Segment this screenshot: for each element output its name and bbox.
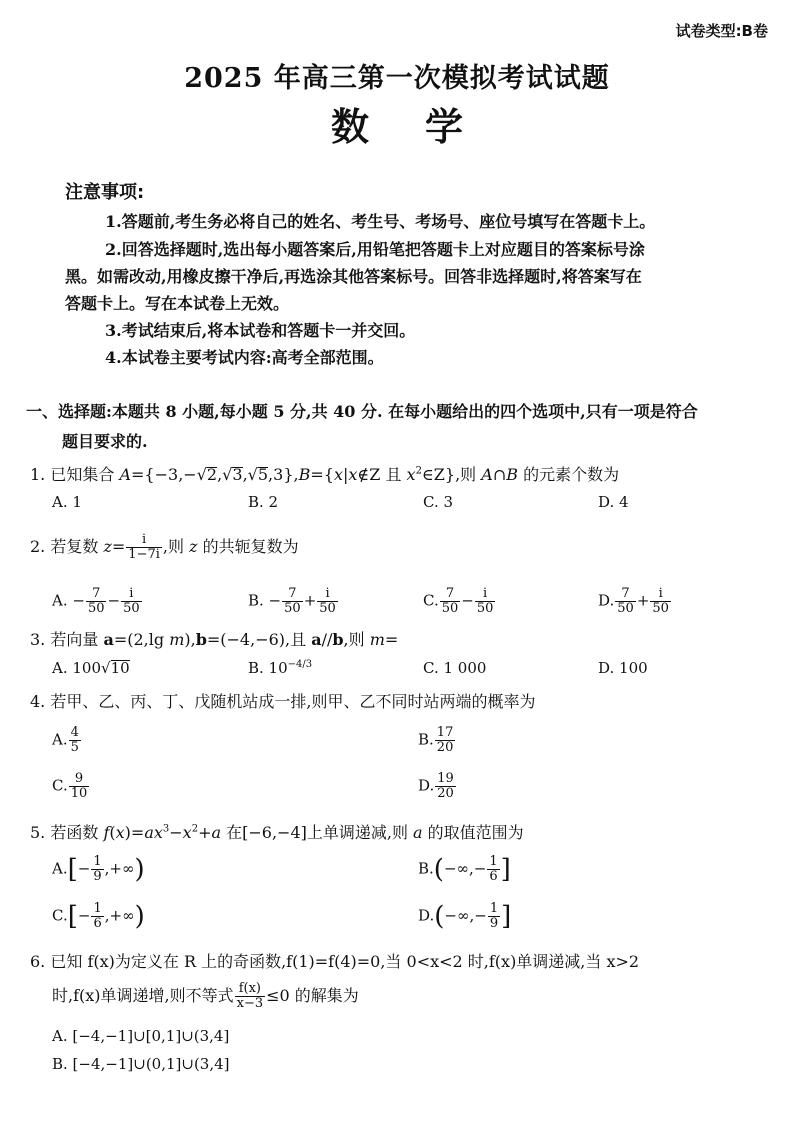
question-6-option-a: A. [−4,−1]∪[0,1]∪(3,4]: [52, 1027, 230, 1045]
notice-item-4: 4.本试卷主要考试内容:高考全部范围。: [105, 348, 384, 367]
question-5-option-d: D.(−∞,− $\frac{1}{9}$ ]: [418, 901, 512, 932]
subject-title: 数学: [330, 104, 519, 149]
fraction: $\frac{f(x)}{x-3}$: [236, 981, 264, 1011]
question-5-stem: 5. 若函数 $f(x)=ax^3-x^2+a$ 在[−6,−4]上单调递减,则 a 的取值范围为: [30, 823, 524, 842]
question-2-stem: 2. 若复数 z= $\frac{i}{1-7i}$ ,则 z 的共轭复数为: [30, 532, 299, 562]
notice-item-2-line-3: 答题卡上。写在本试卷上无效。: [65, 294, 290, 313]
question-2-option-d: D. $\frac{7}{50}$ + $\frac{i}{50}$: [598, 586, 669, 616]
question-1-option-a: A. 1: [52, 493, 82, 511]
notice-heading: 注意事项:: [65, 182, 145, 203]
question-1-stem: 1. 已知集合 A={−3,−√2,√3,√5,3},B={x|x∉Z 且 $x^2\in Z$},则 A∩B 的元素个数为: [30, 465, 620, 484]
notice-item-2-line-2: 黑。如需改动,用橡皮擦干净后,再选涂其他答案标号。回答非选择题时,将答案写在: [65, 267, 642, 286]
question-4-option-a: A. $\frac{4}{5}$: [52, 725, 79, 755]
question-3-stem: 3. 若向量 a=(2,lg m),b=(−4,−6),且 a//b,则 m=: [30, 630, 399, 649]
fraction: $\frac{i}{1-7i}$: [128, 532, 160, 562]
question-4-stem: 4. 若甲、乙、丙、丁、戊随机站成一排,则甲、乙不同时站两端的概率为: [30, 692, 536, 711]
question-1-option-c: C. 3: [423, 493, 454, 511]
question-3-option-a: A. 100√10: [52, 659, 130, 677]
section-1-heading-line-1: 一、选择题:本题共 8 小题,每小题 5 分,共 40 分. 在每小题给出的四个选项中,只有一项是符合: [26, 402, 698, 421]
question-3-option-c: C. 1 000: [423, 659, 487, 677]
question-3-option-b: B. $10^{-4/3}$: [248, 659, 313, 677]
question-5-option-c: C.[− $\frac{1}{6}$ ,+∞): [52, 901, 145, 932]
question-2-option-a: A. − $\frac{7}{50}$ − $\frac{i}{50}$: [52, 586, 140, 616]
question-6-stem-line-1: 6. 已知 f(x)为定义在 R 上的奇函数,f(1)=f(4)=0,当 0<x<2 时,f(x)单调递减,当 x>2: [30, 952, 640, 971]
question-4-option-c: C. $\frac{9}{10}$: [52, 771, 88, 801]
question-2-option-c: C. $\frac{7}{50}$ − $\frac{i}{50}$: [423, 586, 494, 616]
question-3-option-d: D. 100: [598, 659, 648, 677]
question-5-option-b: B.(−∞,− $\frac{1}{6}$ ]: [418, 854, 511, 885]
paper-type-label: 试卷类型:B卷: [675, 22, 768, 40]
question-2-option-b: B. − $\frac{7}{50}$ + $\frac{i}{50}$: [248, 586, 336, 616]
question-4-option-d: D. $\frac{19}{20}$: [418, 771, 454, 801]
question-4-option-b: B. $\frac{17}{20}$: [418, 725, 454, 755]
section-1-heading-line-2: 题目要求的.: [62, 432, 148, 451]
notice-item-3: 3.考试结束后,将本试卷和答题卡一并交回。: [105, 321, 416, 340]
question-1-option-b: B. 2: [248, 493, 279, 511]
question-6-option-b: B. [−4,−1]∪(0,1]∪(3,4]: [52, 1055, 230, 1073]
notice-item-2-line-1: 2.回答选择题时,选出每小题答案后,用铅笔把答题卡上对应题目的答案标号涂: [105, 240, 645, 259]
question-6-stem-line-2: 时,f(x)单调递增,则不等式 $\frac{f(x)}{x-3}$ ≤0 的解集为: [52, 981, 359, 1011]
question-5-option-a: A.[− $\frac{1}{9}$ ,+∞): [52, 854, 145, 885]
notice-item-1: 1.答题前,考生务必将自己的姓名、考生号、考场号、座位号填写在答题卡上。: [105, 212, 656, 231]
question-1-option-d: D. 4: [598, 493, 629, 511]
exam-title: 2025 年高三第一次模拟考试试题: [184, 63, 610, 94]
